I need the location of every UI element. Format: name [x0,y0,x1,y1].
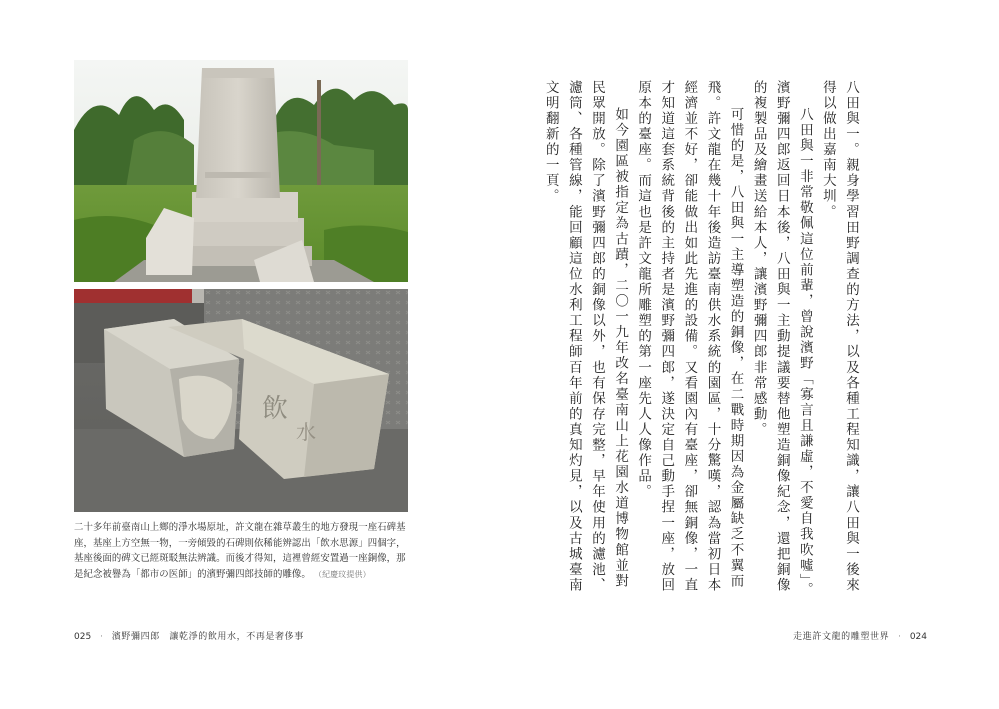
body-text [446,80,862,600]
footer-separator-right: · [898,632,901,642]
photo-stone-blocks [74,289,408,512]
svg-text:飲: 飲 [262,394,289,424]
footer-right [793,629,927,642]
stone-blocks-image [74,289,408,512]
photo-credit: （紀慶玟提供） [313,569,371,579]
photo-stone-monument [74,60,408,282]
monument-image [74,60,408,282]
paragraph-3: 可惜的是，八田與一主導塑造的銅像，在二戰時期因為金屬缺乏不翼而飛。許文龍在幾十年後造訪臺南供水系統的園區，十分驚嘆，認為當初日本經濟並不好，卻能做出如此先進的設備。又看園內有臺座，卻無銅像，一直才知道這套系統背後的主持者是濱野彌四郎，遂決定自己動手捏一座，放回原本的臺座。而這也是許文龍所雕塑的第一座先人人像作品。 [635,80,744,594]
running-title-right: 走進許文龍的雕塑世界 [793,632,890,642]
footer-left [74,629,304,642]
page-number-left: 025 [74,632,92,642]
footer-separator-left: · [100,632,103,642]
paragraph-2: 八田與一非常敬佩這位前輩，曾說濱野「寡言且謙虛，不愛自我吹噓」。濱野彌四郎返回日本後，八田與一主動提議要替他塑造銅像紀念，還把銅像的複製品及繪畫送給本人，讓濱野彌四郎非常感動。 [750,80,813,598]
svg-text:水: 水 [296,420,316,444]
running-title-left: 濱野彌四郎 讓乾淨的飲用水，不再是奢侈事 [111,632,304,642]
page-number-right: 024 [909,632,927,642]
caption-text: 二十多年前臺南山上鄉的淨水場原址，許文龍在雜草叢生的地方發現一座石碑基座，基座上方空無一物，一旁傾毀的石碑則依稀能辨認出「飲水思源」四個字，基座後面的碑文已經斑駁無法辨識。而後才得知，這裡曾經安置過一座銅像，那是紀念被譽為「都市の医師」的濱野彌四郎技師的雕像。 [74,522,406,580]
paragraph-1: 八田與一。親身學習田野調查的方法，以及各種工程知識，讓八田與一後來得以做出嘉南大圳。 [819,80,859,594]
photo-caption [74,520,412,582]
paragraph-4: 如今園區被指定為古蹟，二〇一九年改名臺南山上花園水道博物館並對民眾開放。除了濱野彌四郎的銅像以外，也有保存完整，早年使用的濾池、濾筒、各種管線，能回顧這位水利工程師百年前的真知灼見，以及古城臺南文明翻新的一頁。 [542,80,629,594]
